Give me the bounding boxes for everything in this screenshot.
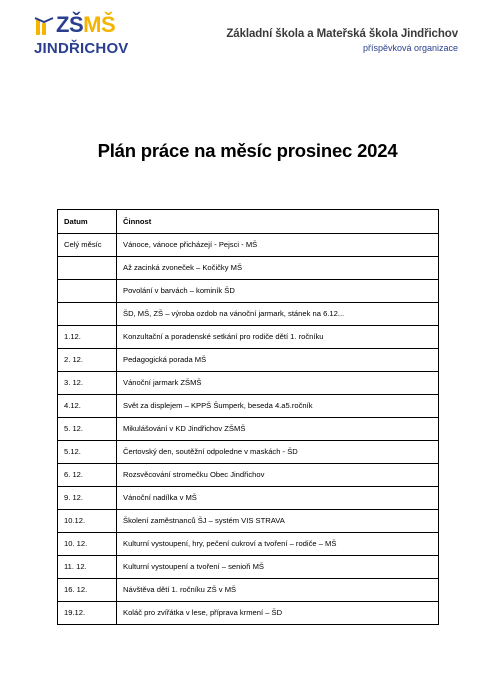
activity-cell: Koláč pro zvířátka v lese, příprava krmení – ŠD [117, 602, 439, 625]
column-header-activity: Činnost [117, 210, 439, 234]
activity-cell: Až zacinká zvoneček – Kočičky MŠ [117, 257, 439, 280]
activity-cell: Kulturní vystoupení a tvoření – senioři MŠ [117, 556, 439, 579]
date-cell: 11. 12. [58, 556, 117, 579]
table-row [58, 234, 439, 257]
date-cell: 6. 12. [58, 464, 117, 487]
date-cell: 3. 12. [58, 372, 117, 395]
date-cell: 5.12. [58, 441, 117, 464]
date-cell: 1.12. [58, 326, 117, 349]
date-cell: 4.12. [58, 395, 117, 418]
activity-cell: Školení zaměstnanců ŠJ – systém VIS STRAVA [117, 510, 439, 533]
plan-table [57, 209, 439, 625]
activity-cell: Vánoční nadílka v MŠ [117, 487, 439, 510]
logo-town-text: JINDŘICHOV [34, 40, 129, 57]
table-row [58, 326, 439, 349]
date-cell: 2. 12. [58, 349, 117, 372]
table-row [58, 510, 439, 533]
table-row [58, 303, 439, 326]
date-cell [58, 280, 117, 303]
table-row [58, 441, 439, 464]
logo-ms-text: MŠ [83, 12, 116, 37]
activity-cell: Čertovský den, soutěžní odpoledne v maskách - ŠD [117, 441, 439, 464]
date-cell: 10.12. [58, 510, 117, 533]
table-body [58, 234, 439, 625]
logo-zs-text: ZŠ [56, 12, 84, 37]
table-row [58, 556, 439, 579]
activity-cell: Vánoční jarmark ZŠMŠ [117, 372, 439, 395]
school-name: Základní škola a Mateřská škola Jindřichov [226, 28, 458, 40]
logo-bars-icon [34, 15, 54, 37]
table-row [58, 395, 439, 418]
activity-cell: Vánoce, vánoce přicházejí - Pejsci - MŠ [117, 234, 439, 257]
date-cell: 5. 12. [58, 418, 117, 441]
date-cell: 9. 12. [58, 487, 117, 510]
activity-cell: Pedagogická porada MŠ [117, 349, 439, 372]
activity-cell: Návštěva dětí 1. ročníku ZŠ v MŠ [117, 579, 439, 602]
date-cell: Celý měsíc [58, 234, 117, 257]
activity-cell: Kulturní vystoupení, hry, pečení cukroví a tvoření – rodiče – MŠ [117, 533, 439, 556]
date-cell: 19.12. [58, 602, 117, 625]
table-header-row [58, 210, 439, 234]
table-row [58, 372, 439, 395]
activity-cell: Povolání v barvách – kominík ŠD [117, 280, 439, 303]
activity-cell: Svět za displejem – KPPŠ Šumperk, beseda 4.a5.ročník [117, 395, 439, 418]
date-cell: 16. 12. [58, 579, 117, 602]
activity-cell: Mikulášování v KD Jindřichov ZŠMŠ [117, 418, 439, 441]
table-row [58, 579, 439, 602]
date-cell [58, 257, 117, 280]
activity-cell: Konzultační a poradenské setkání pro rodiče dětí 1. ročníku [117, 326, 439, 349]
table-row [58, 533, 439, 556]
school-logo [34, 12, 129, 61]
logo-letters [56, 13, 115, 37]
date-cell [58, 303, 117, 326]
table-row [58, 464, 439, 487]
activity-cell: Rozsvěcování stromečku Obec Jindřichov [117, 464, 439, 487]
table-row [58, 349, 439, 372]
table-row [58, 280, 439, 303]
page-title: Plán práce na měsíc prosinec 2024 [97, 140, 398, 161]
column-header-date: Datum [58, 210, 117, 234]
school-header [226, 27, 458, 54]
table-row [58, 257, 439, 280]
activity-cell: ŠD, MŠ, ZŠ – výroba ozdob na vánoční jarmark, stánek na 6.12... [117, 303, 439, 326]
date-cell: 10. 12. [58, 533, 117, 556]
table-row [58, 487, 439, 510]
school-subtitle: příspěvková organizace [362, 43, 458, 53]
table-row [58, 418, 439, 441]
table-row [58, 602, 439, 625]
